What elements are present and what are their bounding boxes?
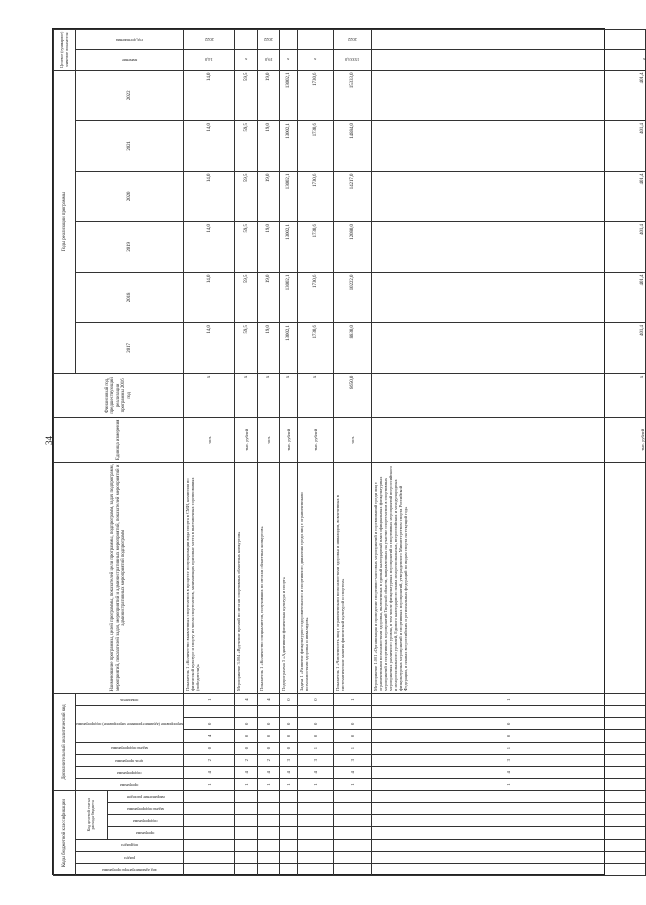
row-target-value: х xyxy=(287,57,290,63)
code-cell: 1 xyxy=(183,693,234,705)
row-target-value: 19,0 xyxy=(264,57,273,63)
code-cell xyxy=(235,827,257,839)
row-value-2020: 13002,1 xyxy=(280,171,298,222)
code-cell xyxy=(235,815,257,827)
code-cell: 0 xyxy=(257,718,279,730)
code-cell xyxy=(235,803,257,815)
code-cell xyxy=(333,839,371,851)
analytic-goal-header: цель программы xyxy=(115,758,144,764)
code-cell xyxy=(280,706,298,718)
target-value-header: значение xyxy=(121,58,138,64)
row-value-2022: 15333,0 xyxy=(333,70,371,121)
code-cell: 4 xyxy=(280,766,298,778)
code-cell xyxy=(280,839,298,851)
code-cell: 1 xyxy=(183,778,234,790)
row-base-value: х xyxy=(183,373,234,417)
year-2021-header: 2021 xyxy=(76,121,184,172)
row-value-2017: 14,0 xyxy=(183,323,234,374)
row-value-2022: 401,4 xyxy=(371,70,645,121)
code-cell: 3 xyxy=(371,754,645,766)
code-cell xyxy=(333,706,371,718)
code-cell xyxy=(333,791,371,803)
code-cell: 0 xyxy=(257,730,279,742)
row-base-value: х xyxy=(280,373,298,417)
code-program-header: программа xyxy=(136,831,155,837)
subsection-header: подраздел xyxy=(120,843,139,849)
code-cell xyxy=(371,791,645,803)
row-value-2018: 13002,1 xyxy=(280,272,298,323)
year-2019-header: 2019 xyxy=(76,222,184,273)
row-value-2020: 19,0 xyxy=(257,171,279,222)
code-cell: 1 xyxy=(298,778,334,790)
code-cell xyxy=(183,863,234,875)
row-value-2021: 14,0 xyxy=(183,121,234,172)
row-value-2019: 13002,1 xyxy=(280,222,298,273)
row-unit: тыс. рублей xyxy=(298,418,334,462)
code-cell xyxy=(183,791,234,803)
row-target-value: 14,0 xyxy=(205,57,214,63)
code-cell: 0 xyxy=(235,730,257,742)
row-name: Мероприятие 1.001 «Организация и проведение спортивно-массовых мероприятий и соревнований среди лиц с ограниченными возможностями здоровья, включенных в единый календарный план официальных физкультурных мероприятий и спортивных мероприятий Тверской области, направленных на участие спортсменов в спортивных мероприятиях различного уровня, в том числе физкультурных мероприятий и спортивных мероприятий всероссийского и межрегионального уровней, Единого календарного плана межрегиональных, всероссийских и международных физкультурных мероприятий и спортивных мероприятий, утвержденного Министерством спорта Российской Федерации, и планах всероссийских и региональных федераций по видам спорта на текущий год» xyxy=(371,462,645,693)
row-value-2018: 1730,6 xyxy=(298,272,334,323)
code-subprogram-header: подпрограмма xyxy=(133,819,158,825)
row-value-2018: 59,5 xyxy=(235,272,257,323)
code-cell: 4 xyxy=(257,766,279,778)
code-cell xyxy=(333,815,371,827)
row-target-value: 15333,0 xyxy=(345,57,360,63)
row-base-value: х xyxy=(257,373,279,417)
row-value-2018: 401,4 xyxy=(371,272,645,323)
code-cell xyxy=(183,803,234,815)
code-cell: 4 xyxy=(235,693,257,705)
row-value-2019: 12080,0 xyxy=(333,222,371,273)
code-cell xyxy=(333,863,371,875)
row-value-2019: 401,4 xyxy=(371,222,645,273)
code-cell xyxy=(280,863,298,875)
code-activity-header: направление расходов xyxy=(126,794,165,800)
budget-codes-header: Коды бюджетной классификации xyxy=(54,791,76,876)
code-cell: 3 xyxy=(280,754,298,766)
row-value-2020: 14,0 xyxy=(183,171,234,222)
row-value-2017: 19,0 xyxy=(257,323,279,374)
code-cell: 0 xyxy=(371,718,645,730)
row-value-2020: 59,5 xyxy=(235,171,257,222)
row-value-2021: 19,0 xyxy=(257,121,279,172)
program-indicators-table xyxy=(53,29,646,876)
row-name: Показатель 1 «Количество выявленных спортсменов в процессе популяризации вида спорта в СМИ, комиссии по физической культуре и спорту из числа спортсменов, занимающих призовые места в выставочных соревнованиях (победители)» xyxy=(183,462,234,693)
code-cell: 3 xyxy=(333,754,371,766)
table-row xyxy=(333,30,371,876)
rotated-table-container xyxy=(53,29,645,876)
row-value-2021: 401,4 xyxy=(371,121,645,172)
row-target-year: 2022 xyxy=(264,37,273,43)
row-base-value: х xyxy=(235,373,257,417)
year-2017-header: 2017 xyxy=(76,323,184,374)
code-cell xyxy=(257,863,279,875)
code-cell: 0 xyxy=(298,693,334,705)
code-cell xyxy=(333,851,371,863)
row-name: Показатель 1 «Количество специалистов, получивших по итогам областных конкурсов» xyxy=(257,462,279,693)
code-cell xyxy=(371,706,645,718)
row-unit: чел. xyxy=(183,418,234,462)
code-cell: 1 xyxy=(257,778,279,790)
row-value-2022: 13002,1 xyxy=(280,70,298,121)
code-cell xyxy=(235,851,257,863)
table-row xyxy=(371,30,645,876)
code-cell: 1 xyxy=(280,778,298,790)
target-column-header: Целевое (суммарное) значение показателя xyxy=(54,30,76,71)
row-value-2021: 13002,1 xyxy=(280,121,298,172)
code-cell: 1 xyxy=(235,778,257,790)
code-cell xyxy=(371,839,645,851)
code-cell: 4 xyxy=(333,766,371,778)
row-value-2017: 13002,1 xyxy=(280,323,298,374)
code-cell xyxy=(183,815,234,827)
code-task-header: задача подпрограммы xyxy=(126,807,164,813)
row-value-2019: 1730,6 xyxy=(298,222,334,273)
analytic-subprogram-header: подпрограмма xyxy=(117,770,142,776)
code-cell xyxy=(257,803,279,815)
code-cell: 2 xyxy=(257,754,279,766)
row-value-2022: 1730,6 xyxy=(298,70,334,121)
code-cell xyxy=(298,839,334,851)
code-cell xyxy=(298,863,334,875)
row-base-value: х xyxy=(298,373,334,417)
program-admin-code-header: код администратора программы xyxy=(102,867,157,873)
code-cell xyxy=(183,851,234,863)
code-cell: 0 xyxy=(280,693,298,705)
row-value-2022: 14,0 xyxy=(183,70,234,121)
row-base-value: х xyxy=(371,373,645,417)
code-cell: 1 xyxy=(371,778,645,790)
row-unit: чел. xyxy=(333,418,371,462)
code-cell xyxy=(183,706,234,718)
row-unit: тыс. рублей xyxy=(235,418,257,462)
year-2022-header: 2022 xyxy=(76,70,184,121)
row-value-2018: 19,0 xyxy=(257,272,279,323)
row-value-2017: 1730,6 xyxy=(298,323,334,374)
table-row xyxy=(183,30,234,876)
code-cell xyxy=(183,827,234,839)
code-cell: 0 xyxy=(235,718,257,730)
code-cell xyxy=(257,706,279,718)
row-value-2019: 14,0 xyxy=(183,222,234,273)
code-cell xyxy=(257,827,279,839)
row-value-2022: 59,5 xyxy=(235,70,257,121)
code-cell: 1 xyxy=(333,778,371,790)
rotated-table-frame xyxy=(52,28,645,875)
row-value-2018: 10222,0 xyxy=(333,272,371,323)
code-cell xyxy=(333,827,371,839)
row-value-2020: 1730,6 xyxy=(298,171,334,222)
target-code-header: Код целевой статьи расхода бюджета xyxy=(76,791,108,840)
target-year-header: год достижения xyxy=(116,37,143,43)
years-group-header: Годы реализации программы xyxy=(54,70,76,373)
code-cell: 0 xyxy=(280,742,298,754)
unit-column-header: Единица измерения xyxy=(54,418,184,462)
code-cell: 0 xyxy=(333,718,371,730)
code-cell: 0 xyxy=(280,730,298,742)
table-row xyxy=(298,30,334,876)
row-target-value: х xyxy=(314,57,317,63)
code-cell xyxy=(257,851,279,863)
row-value-2019: 59,5 xyxy=(235,222,257,273)
row-value-2021: 59,5 xyxy=(235,121,257,172)
code-cell xyxy=(235,791,257,803)
code-cell: 4 xyxy=(183,766,234,778)
row-name: Мероприятие 3.004 «Вручение премий по итогам спортивных областных конкурсов» xyxy=(235,462,257,693)
code-cell: 4 xyxy=(235,766,257,778)
row-value-2021: 14884,0 xyxy=(333,121,371,172)
code-cell xyxy=(257,791,279,803)
row-value-2021: 1730,6 xyxy=(298,121,334,172)
code-cell xyxy=(280,803,298,815)
analytic-program-header: программа xyxy=(120,782,139,788)
code-cell xyxy=(280,851,298,863)
row-value-2017: 401,4 xyxy=(371,323,645,374)
code-cell xyxy=(257,815,279,827)
code-cell xyxy=(298,851,334,863)
code-cell xyxy=(371,827,645,839)
code-cell xyxy=(235,839,257,851)
row-target-value: х xyxy=(642,57,645,63)
analytic-measure-header: мероприятие (административное мероприятие) подпрограммы xyxy=(76,722,183,728)
row-unit: тыс. рублей xyxy=(371,418,645,462)
code-cell: 2 xyxy=(235,754,257,766)
code-cell xyxy=(371,803,645,815)
code-cell: 2 xyxy=(183,754,234,766)
code-cell: 4 xyxy=(371,766,645,778)
code-cell: 0 xyxy=(183,742,234,754)
code-cell: 1 xyxy=(371,693,645,705)
code-cell xyxy=(298,803,334,815)
code-cell: 1 xyxy=(333,693,371,705)
row-name: Задача 1 «Развитие физкультурно-оздоровительного и спортивного движения среди лиц с ограниченными возможностями здоровья и инвалидов» xyxy=(298,462,334,693)
code-cell: 0 xyxy=(298,730,334,742)
code-cell xyxy=(298,706,334,718)
code-cell xyxy=(298,791,334,803)
code-cell: 0 xyxy=(183,718,234,730)
row-target-year: 2022 xyxy=(204,37,214,43)
row-target-year: 2022 xyxy=(347,37,357,43)
code-cell xyxy=(280,827,298,839)
code-cell: 0 xyxy=(371,730,645,742)
code-cell: 1 xyxy=(371,742,645,754)
code-cell: 4 xyxy=(257,693,279,705)
code-cell xyxy=(371,815,645,827)
section-header: раздел xyxy=(123,855,136,861)
code-cell xyxy=(298,815,334,827)
code-cell xyxy=(371,851,645,863)
base-year-column-header: Финансовый год, предшествующий реализации программы 2016 год xyxy=(54,373,184,417)
analytic-task-header: задача подпрограммы xyxy=(110,746,149,752)
code-cell: 1 xyxy=(333,742,371,754)
row-name: Показатель 1 «Численность лиц с ограниченными возможностями здоровья и инвалидов, вовлеченных в систематические занятия физической культурой и спортом» xyxy=(333,462,371,693)
code-cell xyxy=(183,839,234,851)
extra-code-header: Дополнительный аналитический код xyxy=(54,693,76,790)
table-row xyxy=(257,30,279,876)
table-row xyxy=(235,30,257,876)
code-cell: 4 xyxy=(298,766,334,778)
row-value-2019: 19,0 xyxy=(257,222,279,273)
code-cell: 4 xyxy=(183,730,234,742)
row-name: Подпрограмма 3 «Адаптивная физическая культура и спорт» xyxy=(280,462,298,693)
code-cell xyxy=(280,791,298,803)
row-value-2017: 8830,0 xyxy=(333,323,371,374)
name-column-header: Наименование программы, целей программы, показателей цели программы, подпрограмм, задач подпрограмм, мероприятий, показателей задач, мероприятий и административных мероприятий, показателей мероприятий и административных мероприятий подпрограмм xyxy=(54,462,184,693)
code-cell xyxy=(235,706,257,718)
year-2020-header: 2020 xyxy=(76,171,184,222)
row-value-2022: 19,0 xyxy=(257,70,279,121)
code-cell: 0 xyxy=(257,742,279,754)
row-unit: чел. xyxy=(257,418,279,462)
code-cell: 3 xyxy=(298,754,334,766)
code-cell xyxy=(298,827,334,839)
code-cell: 1 xyxy=(298,742,334,754)
analytic-indicator-header: показатель xyxy=(120,697,139,703)
row-base-value: 8650,0 xyxy=(333,373,371,417)
row-value-2018: 14,0 xyxy=(183,272,234,323)
row-target-value: х xyxy=(245,57,248,63)
code-cell xyxy=(333,803,371,815)
code-cell xyxy=(235,863,257,875)
row-unit: тыс. рублей xyxy=(280,418,298,462)
row-value-2020: 14217,0 xyxy=(333,171,371,222)
code-cell xyxy=(371,863,645,875)
row-value-2017: 59,5 xyxy=(235,323,257,374)
code-cell: 0 xyxy=(298,718,334,730)
table-row xyxy=(280,30,298,876)
row-value-2020: 401,4 xyxy=(371,171,645,222)
code-cell: 0 xyxy=(333,730,371,742)
code-cell xyxy=(257,839,279,851)
code-cell: 0 xyxy=(235,742,257,754)
code-cell xyxy=(280,815,298,827)
year-2018-header: 2018 xyxy=(76,272,184,323)
page-number: 34 xyxy=(44,436,54,445)
code-cell: 0 xyxy=(280,718,298,730)
